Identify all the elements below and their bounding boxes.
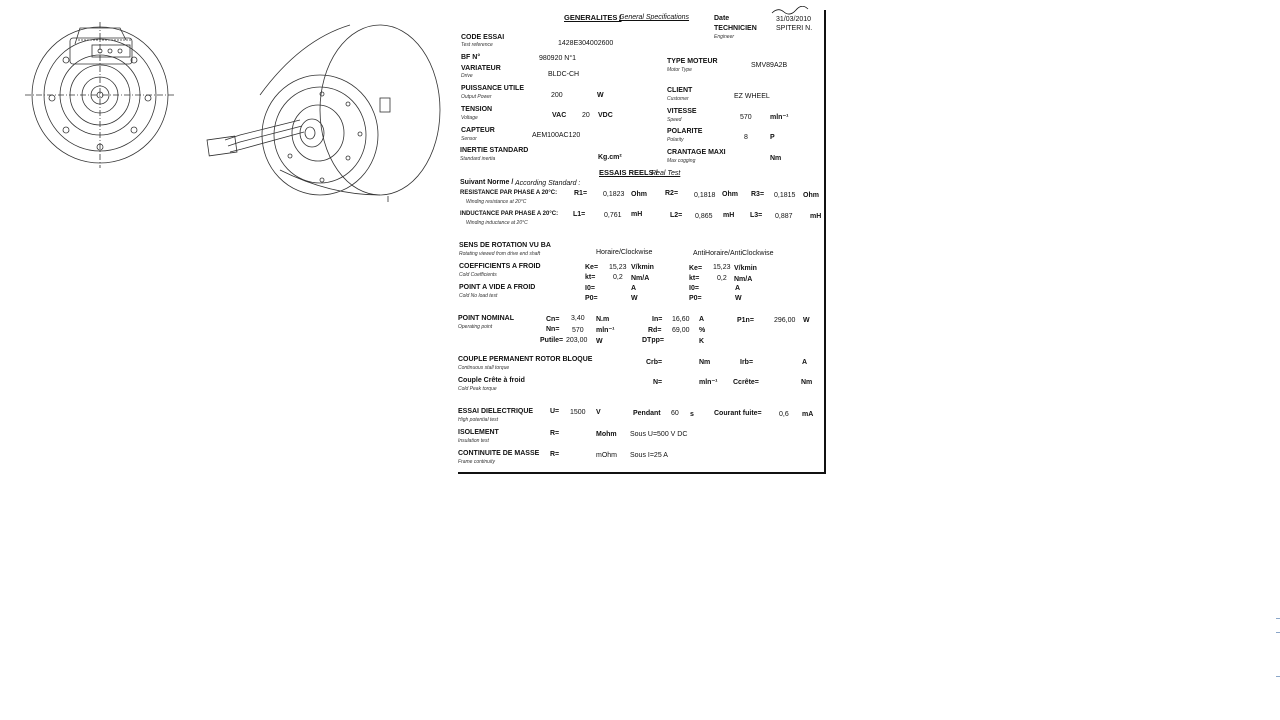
ccw-ke-value: 15,23 (713, 264, 731, 271)
continuity-label: CONTINUITE DE MASSE (458, 450, 540, 457)
cw-p0-unit: W (631, 295, 638, 302)
in-label: In= (652, 316, 663, 323)
rotation-en: Rotating viewed from drive end shaft (459, 251, 541, 257)
ccrete-unit: Nm (801, 379, 813, 386)
r3-value: 0,1815 (774, 192, 796, 199)
r3-unit: Ohm (803, 192, 819, 199)
irb-unit: A (802, 359, 808, 366)
inductance-label: INDUCTANCE PAR PHASE A 20°C: (460, 211, 559, 217)
nn-unit: mln⁻¹ (596, 327, 615, 334)
sensor-value: AEM100AC120 (532, 132, 581, 139)
rd-unit: % (699, 327, 706, 334)
cw-i0-unit: A (631, 285, 637, 292)
tension-vdc: VDC (598, 112, 613, 119)
u-unit: V (596, 409, 601, 416)
ccw-ke-label: Ke= (689, 265, 703, 272)
p1n-label: P1n= (737, 317, 754, 324)
cw-ke-unit: V/kmin (631, 264, 654, 271)
insulation-cond: Sous U=500 V DC (630, 431, 688, 438)
stall-label: COUPLE PERMANENT ROTOR BLOQUE (458, 356, 593, 363)
cw-ke-value: 15,23 (609, 264, 627, 271)
rotation-cw: Horaire/Clockwise (596, 249, 653, 256)
motor-drawings (0, 0, 450, 210)
code-label: CODE ESSAI (461, 34, 505, 41)
r1-label: R1= (574, 190, 588, 197)
dt-unit: K (699, 338, 705, 345)
edge-mark (1276, 676, 1280, 677)
bf-label: BF N° (461, 54, 481, 61)
nominal-en: Operating point (458, 324, 493, 330)
rd-label: Rd= (648, 327, 662, 334)
client-label: CLIENT (667, 87, 693, 94)
inertia-label: INERTIE STANDARD (460, 147, 529, 154)
client-value: EZ WHEEL (734, 93, 770, 100)
inertia-en: Standard inertia (460, 156, 496, 162)
coef-label: COEFFICIENTS A FROID (459, 263, 541, 270)
technician-en: Engineer (714, 34, 735, 40)
real-tests-title: ESSAIS REELS / (599, 168, 658, 177)
tension-value: 20 (582, 112, 590, 119)
speed-value: 570 (740, 114, 752, 121)
continuity-en: Frame continuity (458, 459, 495, 465)
edge-mark (1276, 618, 1280, 619)
ccrete-label: Ccrête= (733, 379, 759, 386)
r2-label: R2= (665, 190, 679, 197)
date-label: Date (714, 15, 730, 22)
technician-value: SPITERI N. (776, 25, 813, 32)
ccw-i0-unit: A (735, 285, 741, 292)
leak-label: Courant fuite= (714, 410, 762, 417)
u-label: U= (550, 408, 560, 415)
noload-label: POINT A VIDE A FROID (459, 284, 536, 291)
p1n-value: 296,00 (774, 317, 796, 324)
r1-value: 0,1823 (603, 191, 625, 198)
nn-label: Nn= (546, 326, 560, 333)
cogging-unit: Nm (770, 155, 782, 162)
power-value: 200 (551, 92, 563, 99)
pu-label: Putile= (540, 337, 564, 344)
during-unit: s (690, 411, 694, 418)
continuity-r-label: R= (550, 451, 560, 458)
l1-unit: mH (631, 211, 643, 218)
crb-label: Crb= (646, 359, 663, 366)
polarity-value: 8 (744, 134, 748, 141)
power-en: Output Power (461, 94, 492, 100)
coef-en: Cold Coefficients (459, 272, 497, 278)
cn-value: 3,40 (571, 315, 585, 322)
power-label: PUISSANCE UTILE (461, 85, 525, 92)
during-value: 60 (671, 410, 679, 417)
rotation-label: SENS DE ROTATION VU BA (459, 242, 551, 249)
nn-value: 570 (572, 327, 584, 334)
code-en: Test reference (461, 42, 493, 48)
pu-unit: W (596, 338, 603, 345)
polarity-unit: P (770, 134, 775, 141)
l3-value: 0,887 (775, 213, 793, 220)
insulation-r-label: R= (550, 430, 560, 437)
l1-value: 0,761 (604, 212, 622, 219)
cw-p0-label: P0= (585, 295, 598, 302)
ccw-kt-value: 0,2 (717, 275, 727, 282)
noload-en: Cold No load test (459, 293, 498, 299)
dt-label: DTpp= (642, 337, 664, 344)
client-en: Customer (667, 96, 689, 102)
l2-value: 0,865 (695, 213, 713, 220)
l2-unit: mH (723, 212, 735, 219)
l2-label: L2= (670, 212, 683, 219)
date-value: 31/03/2010 (776, 16, 812, 23)
crb-unit: Nm (699, 359, 711, 366)
cw-kt-label: kt= (585, 274, 596, 281)
continuity-r-unit: mOhm (596, 452, 617, 459)
signature-icon (770, 6, 810, 16)
r1-unit: Ohm (631, 191, 647, 198)
technician-label: TECHNICIEN (714, 25, 757, 32)
peak-label: Couple Crête à froid (458, 377, 525, 384)
norm-label: Suivant Norme / (460, 179, 514, 186)
norm-en: According Standard : (515, 180, 581, 187)
sensor-label: CAPTEUR (461, 127, 495, 134)
p1n-unit: W (803, 317, 810, 324)
continuity-cond: Sous I=25 A (630, 452, 668, 459)
rd-value: 69,00 (672, 327, 690, 334)
polarity-en: Polarity (667, 137, 684, 143)
u-value: 1500 (570, 409, 586, 416)
type-en: Motor Type (667, 67, 692, 73)
motor-isometric-view (207, 25, 440, 202)
inductance-en: Winding inductance at 20°C (466, 220, 528, 226)
cogging-label: CRANTAGE MAXI (667, 149, 726, 156)
ccw-p0-unit: W (735, 295, 742, 302)
variateur-label: VARIATEUR (461, 65, 501, 72)
sensor-en: Sensor (461, 136, 477, 142)
n-unit: mln⁻¹ (699, 379, 718, 386)
speed-label: VITESSE (667, 108, 697, 115)
cw-kt-unit: Nm/A (631, 275, 650, 282)
type-value: SMV89A2B (751, 62, 788, 69)
nominal-label: POINT NOMINAL (458, 315, 514, 322)
edge-mark (1276, 632, 1280, 633)
stall-en: Continuous stall torque (458, 365, 510, 371)
pu-value: 203,00 (566, 337, 588, 344)
test-report-sheet (458, 10, 826, 474)
speed-unit: mln⁻¹ (770, 114, 789, 121)
real-tests-title-en: Real Test (651, 170, 681, 177)
dielectric-en: High potential test (458, 417, 499, 423)
peak-en: Cold Peak torque (458, 386, 497, 392)
variateur-value: BLDC-CH (548, 71, 580, 78)
ccw-ke-unit: V/kmin (734, 265, 757, 272)
polarity-label: POLARITE (667, 128, 703, 135)
in-value: 16,60 (672, 316, 690, 323)
cw-kt-value: 0,2 (613, 274, 623, 281)
power-unit: W (597, 92, 604, 99)
cw-ke-label: Ke= (585, 264, 599, 271)
inertia-unit: Kg.cm² (598, 154, 622, 161)
l3-label: L3= (750, 212, 763, 219)
in-unit: A (699, 316, 705, 323)
tension-vac: VAC (552, 112, 567, 119)
during-label: Pendant (633, 410, 661, 417)
resistance-label: RESISTANCE PAR PHASE A 20°C: (460, 190, 558, 196)
leak-unit: mA (802, 411, 814, 418)
tension-en: Voltage (461, 115, 478, 121)
bf-value: 980920 N°1 (539, 55, 577, 62)
rotation-ccw: AntiHoraire/AntiClockwise (693, 250, 774, 257)
dielectric-label: ESSAI DIELECTRIQUE (458, 408, 534, 415)
resistance-en: Winding resistance at 20°C (466, 199, 527, 205)
l3-unit: mH (810, 213, 822, 220)
ccw-p0-label: P0= (689, 295, 702, 302)
leak-value: 0,6 (779, 411, 789, 418)
r3-label: R3= (751, 191, 765, 198)
cn-label: Cn= (546, 316, 560, 323)
insulation-r-unit: Mohm (596, 431, 617, 438)
cn-unit: N.m (596, 316, 610, 323)
motor-front-view (25, 22, 175, 168)
speed-en: Speed (667, 117, 682, 123)
insulation-label: ISOLEMENT (458, 429, 499, 436)
ccw-kt-unit: Nm/A (734, 276, 753, 283)
cw-i0-label: I0= (585, 285, 595, 292)
cogging-en: Max cogging (667, 158, 696, 164)
l1-label: L1= (573, 211, 586, 218)
code-value: 1428E304002600 (558, 40, 614, 47)
general-title-en: General Specifications (619, 14, 690, 21)
insulation-en: Insulation test (458, 438, 489, 444)
variateur-en: Drive (461, 73, 473, 79)
n-label: N= (653, 379, 663, 386)
irb-label: Irb= (740, 359, 754, 366)
r2-value: 0,1818 (694, 192, 716, 199)
ccw-kt-label: kt= (689, 275, 700, 282)
general-title: GENERALITES / (564, 13, 622, 22)
tension-label: TENSION (461, 106, 493, 113)
r2-unit: Ohm (722, 191, 738, 198)
ccw-i0-label: I0= (689, 285, 699, 292)
type-label: TYPE MOTEUR (667, 58, 718, 65)
